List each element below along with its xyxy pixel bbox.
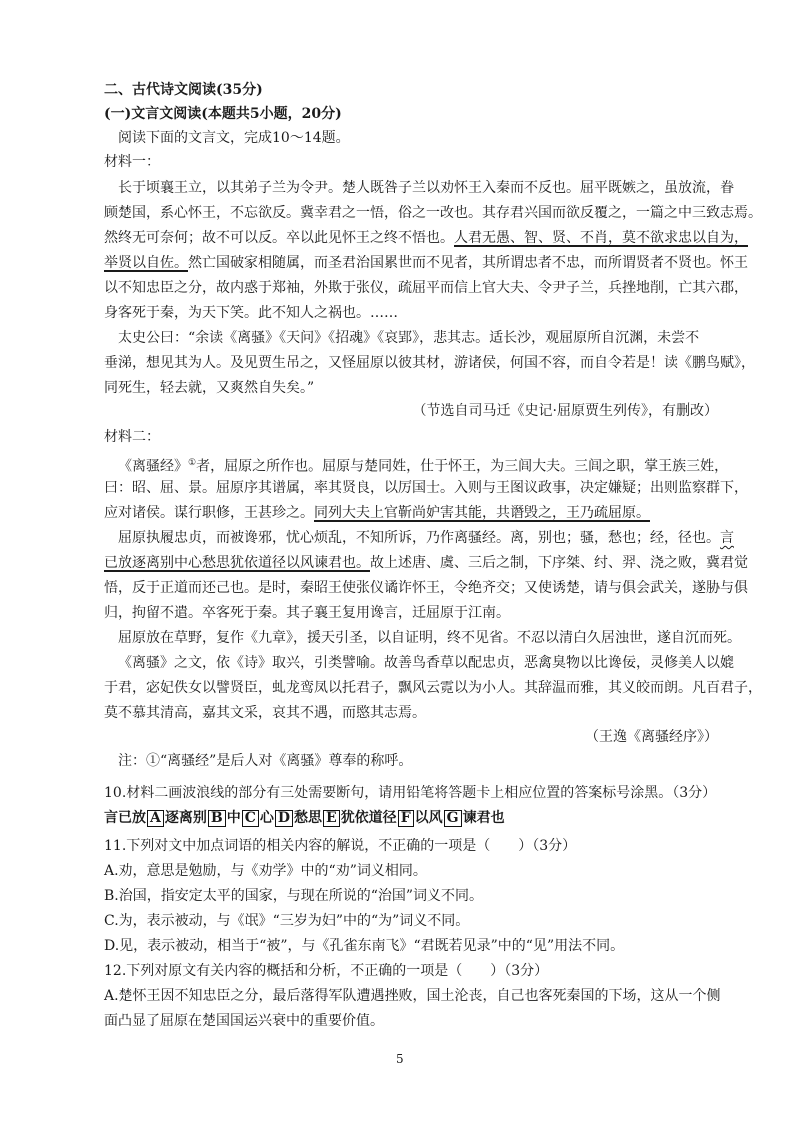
option-box-e[interactable]: E: [323, 810, 340, 827]
question-12: 12.下列对原文有关内容的概括和分析，不正确的一项是（ ）（3分）: [104, 963, 549, 979]
m1-line-7: 太史公曰：“余读《离骚》《天问》《招魂》《哀郢》，悲其志。适长沙，观屈原所自沉渊，未尝不: [118, 330, 700, 346]
wavy-text: 已放逐离别中心愁思犹依道径以风谏君也。: [104, 555, 370, 571]
m1-line-2: 顾楚国，系心怀王，不忘欲反。冀幸君之一悟，俗之一改也。其存君兴国而欲反覆之，一篇之中三致志焉。: [104, 205, 762, 221]
underlined-sentence-2: 同列大夫上官靳尚妒害其能，共谮毁之，王乃疏屈原。: [314, 505, 650, 521]
option-box-a[interactable]: A: [147, 810, 164, 827]
m2-line-3: 应对诸侯。谋行职修，王甚珍之。同列大夫上官靳尚妒害其能，共谮毁之，王乃疏屈原。: [104, 505, 650, 521]
footnote-marker: ①: [188, 458, 197, 468]
m1-line-1: 长于顷襄王立，以其弟子兰为令尹。楚人既咎子兰以劝怀王入秦而不反也。屈平既嫉之，虽放流，眷: [118, 180, 734, 196]
m1-line-8: 垂涕，想见其为人。及见贾生吊之，又怪屈原以彼其材，游诸侯，何国不容，而自令若是！读《鹏鸟赋》，: [104, 355, 755, 371]
m1-line-5: 以不知忠臣之分，故内惑于郑袖，外欺于张仪，疏屈平而信上官大夫、令尹子兰，兵挫地削，亡其六郡，: [104, 280, 748, 296]
m2-line-6: 悟，反于正道而还己也。是时，秦昭王使张仪谲诈怀王，令绝齐交；又使诱楚，请与俱会武关，遂胁与俱: [104, 580, 748, 596]
q11-option-d: D.见，表示被动，相当于“被”，与《孔雀东南飞》“君既若见录”中的“见”用法不同。: [104, 938, 625, 954]
material-two-label: 材料二：: [104, 429, 160, 445]
option-box-d[interactable]: D: [275, 810, 293, 827]
m2-source: （王逸《离骚经序》）: [585, 729, 718, 745]
m1-line-9: 同死生，轻去就，又爽然自失矣。”: [104, 380, 315, 396]
m1-line-4: 举贤以自佐。然亡国破家相随属，而圣君治国累世而不见者，其所谓忠者不忠，而所谓贤者不贤也。怀王: [104, 255, 748, 271]
question-11: 11.下列对文中加点词语的相关内容的解说，不正确的一项是（ ）（3分）: [104, 838, 577, 854]
m2-line-9: 《离骚》之文，依《诗》取兴，引类譬喻。故善鸟香草以配忠贞，恶禽臭物以比谗佞，灵修美人以媲: [118, 655, 734, 671]
q11-option-b: B.治国，指安定太平的国家，与现在所说的“治国”词义不同。: [104, 888, 484, 904]
footnote: 注：①“离骚经”是后人对《离骚》尊奉的称呼。: [118, 753, 413, 769]
m1-source: （节选自司马迁《史记·屈原贾生列传》，有删改）: [412, 403, 718, 419]
q11-option-a: A.劝，意思是勉励，与《劝学》中的“劝”词义相同。: [104, 863, 427, 879]
m2-line-10: 于君，宓妃佚女以譬贤臣，虬龙鸾凤以托君子，飘风云霓以为小人。其辞温而雅，其义皎而朗。凡百君子，: [104, 680, 762, 696]
m2-line-7: 归，拘留不遣。卒客死于秦。其子襄王复用谗言，迁屈原于江南。: [104, 605, 510, 621]
m1-line-3: 然终无可奈何；故不可以反。卒以此见怀王之终不悟也。人君无愚、智、贤、不肖，莫不欲求忠以自为，: [104, 230, 748, 246]
option-box-b[interactable]: B: [208, 810, 226, 827]
option-box-c[interactable]: C: [242, 810, 259, 827]
m2-line-11: 莫不慕其清高，嘉其文采，哀其不遇，而愍其志焉。: [104, 705, 426, 721]
material-one-label: 材料一：: [104, 154, 160, 170]
page-number: 5: [396, 1052, 404, 1066]
q10-segments: 言已放 A 逐离别 B 中 C 心 D 愁思 E 犹依道径 F 以风 G 谏君也: [104, 810, 505, 826]
m2-line-5: 已放逐离别中心愁思犹依道径以风谏君也。故上述唐、虞、三后之制，下序桀、纣、羿、浇之败，冀君觉: [104, 555, 748, 571]
underlined-sentence-end: 举贤以自佐。: [104, 255, 188, 271]
q11-option-c: C.为，表示被动，与《氓》“三岁为妇”中的“为”词义不同。: [104, 913, 470, 929]
underlined-sentence: 人君无愚、智、贤、不肖，莫不欲求忠以自为，: [454, 230, 748, 246]
wavy-text-start: 言: [720, 530, 734, 546]
m2-line-2: 曰：昭、屈、景。屈原序其谱属，率其贤良，以厉国士。入则与王图议政事，决定嫌疑；出则监察群下，: [104, 480, 748, 496]
section-title: 二、古代诗文阅读(35分): [104, 82, 263, 98]
m2-line-8: 屈原放在草野，复作《九章》，援天引圣，以自证明，终不见省。不忍以清白久居浊世，遂自沉而死。: [118, 630, 741, 646]
q12-option-a-line-2: 面凸显了屈原在楚国国运兴衰中的重要价值。: [104, 1013, 384, 1029]
instruction: 阅读下面的文言文，完成10～14题。: [118, 130, 350, 146]
q12-option-a-line-1: A.楚怀王因不知忠臣之分，最后落得军队遭遇挫败，国土沦丧，自己也客死秦国的下场，这从一个侧: [104, 988, 721, 1004]
m1-line-6: 身客死于秦，为天下笑。此不知人之祸也。……: [104, 305, 398, 321]
option-box-f[interactable]: F: [398, 810, 414, 827]
question-10: 10.材料二画波浪线的部分有三处需要断句，请用铅笔将答题卡上相应位置的答案标号涂黑。（3分）: [104, 785, 717, 801]
m2-line-4: 屈原执履忠贞，而被谗邪，忧心烦乱，不知所诉，乃作离骚经。离，别也；骚，愁也；经，径也。言: [118, 530, 734, 546]
sub-title: (一)文言文阅读(本题共5小题，20分): [104, 106, 342, 122]
option-box-g[interactable]: G: [444, 810, 462, 827]
m2-line-1: 《离骚经》①者，屈原之所作也。屈原与楚同姓，仕于怀王，为三闾大夫。三闾之职，掌王族三姓，: [118, 458, 729, 475]
